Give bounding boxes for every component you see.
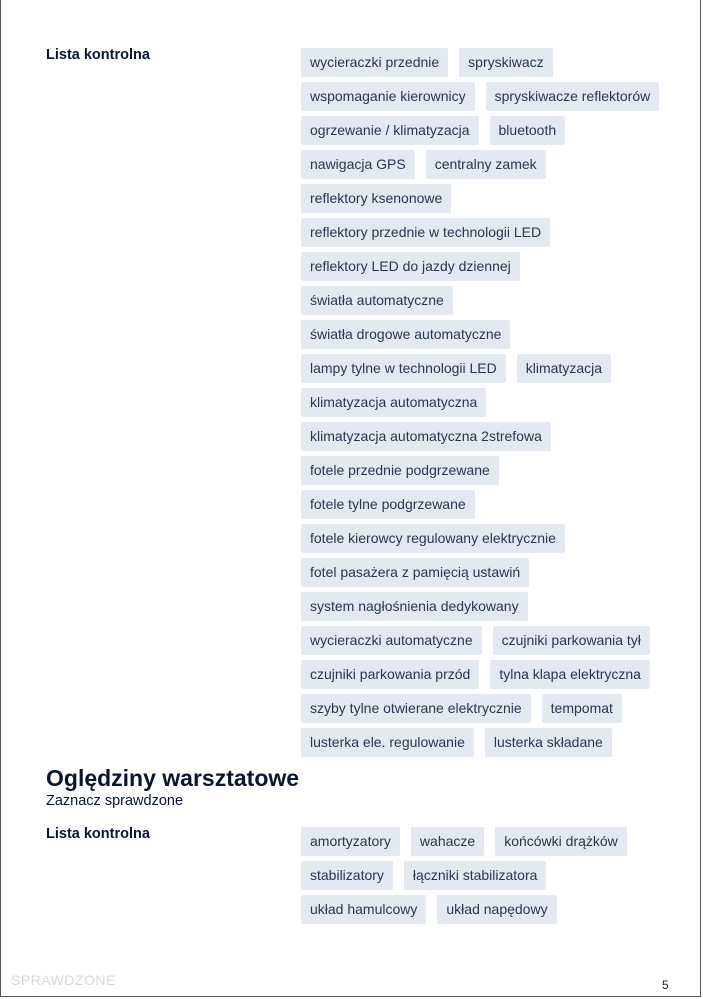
chip-wspomaganie-kierownicy[interactable]: wspomaganie kierownicy — [301, 82, 475, 111]
workshop-chips — [301, 827, 661, 924]
page-number: 5 — [662, 978, 669, 992]
checklist-label: Lista kontrolna — [46, 47, 150, 63]
chip-lusterka-skladane[interactable]: lusterka składane — [485, 728, 612, 757]
chip-lampy-tylne-led[interactable]: lampy tylne w technologii LED — [301, 354, 506, 383]
chip-koncowki-drazkow[interactable]: końcówki drążków — [495, 827, 627, 856]
chip-wycieraczki-automatyczne[interactable]: wycieraczki automatyczne — [301, 626, 482, 655]
chip-wahacze[interactable]: wahacze — [411, 827, 484, 856]
chip-klimatyzacja[interactable]: klimatyzacja — [517, 354, 611, 383]
chip-fotele-tylne-podgrzewane[interactable]: fotele tylne podgrzewane — [301, 490, 475, 519]
checklist-label-workshop: Lista kontrolna — [46, 826, 150, 842]
chip-stabilizatory[interactable]: stabilizatory — [301, 861, 393, 890]
watermark-logo: SPRAWDZONE — [11, 972, 116, 988]
chip-lusterka-regulowane[interactable]: lusterka ele. regulowanie — [301, 728, 474, 757]
chip-czujniki-parkowania-przod[interactable]: czujniki parkowania przód — [301, 660, 479, 689]
chip-nawigacja-gps[interactable]: nawigacja GPS — [301, 150, 415, 179]
chip-reflektory-ksenonowe[interactable]: reflektory ksenonowe — [301, 184, 451, 213]
chip-fotel-pasazera-pamiec[interactable]: fotel pasażera z pamięcią ustawiń — [301, 558, 529, 587]
chip-laczniki-stabilizatora[interactable]: łączniki stabilizatora — [404, 861, 547, 890]
chip-tempomat[interactable]: tempomat — [542, 694, 622, 723]
chip-fotele-kierowcy-elektryczne[interactable]: fotele kierowcy regulowany elektrycznie — [301, 524, 565, 553]
chip-reflektory-przednie-led[interactable]: reflektory przednie w technologii LED — [301, 218, 550, 247]
chip-szyby-tylne-elektryczne[interactable]: szyby tylne otwierane elektrycznie — [301, 694, 531, 723]
chip-klimatyzacja-automatyczna[interactable]: klimatyzacja automatyczna — [301, 388, 486, 417]
checklist-chips — [301, 48, 661, 757]
chip-bluetooth[interactable]: bluetooth — [490, 116, 566, 145]
section-title: Oględziny warsztatowe — [46, 765, 300, 791]
chip-system-naglosnienia[interactable]: system nagłośnienia dedykowany — [301, 592, 528, 621]
chip-spryskiwacz[interactable]: spryskiwacz — [459, 48, 552, 77]
chip-ogrzewanie-klimatyzacja[interactable]: ogrzewanie / klimatyzacja — [301, 116, 479, 145]
chip-swiatla-automatyczne[interactable]: światła automatyczne — [301, 286, 453, 315]
chip-uklad-napedowy[interactable]: układ napędowy — [437, 895, 556, 924]
section-subtitle: Zaznacz sprawdzone — [46, 793, 184, 809]
chip-amortyzatory[interactable]: amortyzatory — [301, 827, 400, 856]
chip-centralny-zamek[interactable]: centralny zamek — [426, 150, 546, 179]
chip-swiatla-drogowe-automatyczne[interactable]: światła drogowe automatyczne — [301, 320, 510, 349]
chip-spryskiwacze-reflektorow[interactable]: spryskiwacze reflektorów — [486, 82, 660, 111]
chip-klimatyzacja-2strefowa[interactable]: klimatyzacja automatyczna 2strefowa — [301, 422, 551, 451]
chip-uklad-hamulcowy[interactable]: układ hamulcowy — [301, 895, 426, 924]
chip-reflektory-led-dzienne[interactable]: reflektory LED do jazdy dziennej — [301, 252, 520, 281]
chip-wycieraczki-przednie[interactable]: wycieraczki przednie — [301, 48, 448, 77]
chip-fotele-przednie-podgrzewane[interactable]: fotele przednie podgrzewane — [301, 456, 499, 485]
chip-tylna-klapa-elektryczna[interactable]: tylna klapa elektryczna — [490, 660, 650, 689]
chip-czujniki-parkowania-tyl[interactable]: czujniki parkowania tył — [493, 626, 650, 655]
